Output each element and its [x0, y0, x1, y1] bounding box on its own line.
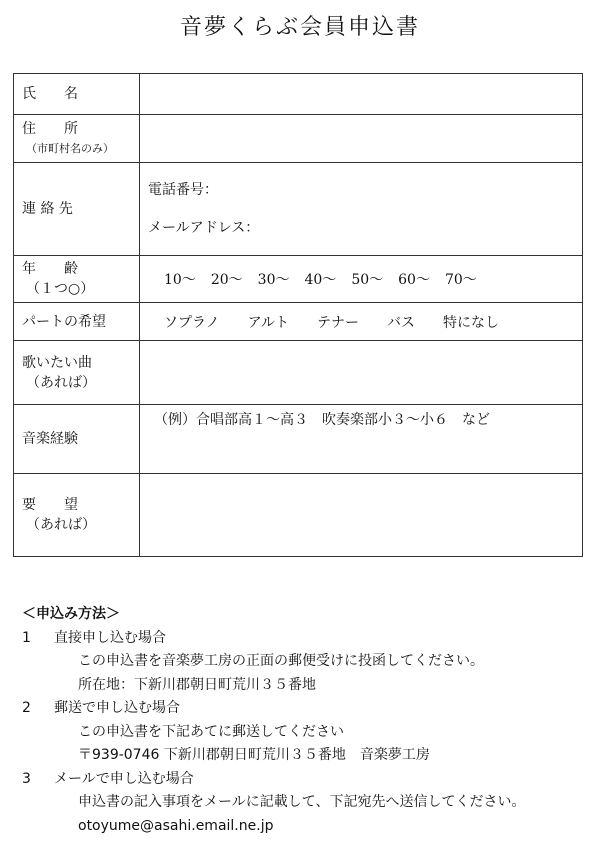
address-note: （市町村名のみ）: [26, 141, 114, 155]
song-label-cell: [14, 341, 140, 405]
request-field[interactable]: [140, 474, 583, 557]
method-heading: ＜申込み方法＞: [22, 606, 120, 622]
row-contact: [14, 163, 583, 256]
contact-field[interactable]: [140, 163, 583, 256]
page-title: 音夢くらぶ会員申込書: [179, 15, 420, 40]
experience-example: （例）合唱部高１〜高３ 吹奏楽部小３〜小６ など: [154, 412, 490, 428]
email-address-link[interactable]: otoyume@asahi.email.ne.jp: [78, 817, 274, 834]
age-option[interactable]: 70〜: [444, 272, 477, 288]
row-part: [14, 303, 583, 341]
method-number: 2: [22, 700, 31, 716]
method-line: 〒939-0746 下新川郡朝日町荒川３５番地 音楽夢工房: [78, 747, 430, 763]
method-item: [22, 768, 525, 792]
row-name: [14, 74, 583, 115]
method-item: [22, 697, 525, 721]
age-option[interactable]: 30〜: [257, 272, 290, 288]
song-label: 歌いたい曲: [22, 354, 92, 371]
experience-field[interactable]: [140, 405, 583, 474]
row-age: [14, 256, 583, 303]
age-option[interactable]: 50〜: [351, 272, 384, 288]
request-label: 要 望: [22, 497, 78, 513]
contact-label-cell: [14, 163, 140, 256]
address-label: 住 所: [22, 120, 78, 137]
experience-label-cell: [14, 405, 140, 474]
email-label: メールアドレス：: [148, 220, 260, 236]
name-label-cell: [14, 74, 140, 115]
part-option[interactable]: テナー: [317, 314, 360, 331]
age-note: （１つ○）: [26, 281, 95, 297]
method-title: メールで申し込む場合: [54, 770, 194, 787]
age-option[interactable]: 60〜: [398, 272, 430, 288]
age-options: [140, 256, 583, 303]
request-label-cell: [14, 474, 140, 557]
method-number: 3: [22, 770, 31, 787]
application-method: [22, 603, 525, 838]
method-title: 郵送で申し込む場合: [54, 700, 180, 716]
age-label-cell: [14, 256, 140, 303]
part-option[interactable]: ソプラノ: [164, 314, 220, 331]
part-option[interactable]: アルト: [247, 314, 290, 331]
part-label: パートの希望: [22, 313, 106, 330]
method-title: 直接申し込む場合: [54, 629, 166, 646]
song-note: （あれば）: [26, 374, 96, 391]
row-experience: [14, 405, 583, 474]
part-option[interactable]: バス: [387, 314, 416, 331]
experience-label: 音楽経験: [22, 431, 78, 447]
application-form: [13, 73, 583, 557]
row-address: [14, 115, 583, 163]
part-label-cell: [14, 303, 140, 341]
row-song: [14, 341, 583, 405]
method-line: この申込書を音楽夢工房の正面の郵便受けに投函してください。: [78, 653, 484, 669]
name-field[interactable]: [140, 74, 583, 115]
contact-label: 連 絡 先: [22, 201, 73, 217]
age-label: 年 齢: [22, 261, 78, 277]
address-label-cell: [14, 115, 140, 163]
method-line: 申込書の記入事項をメールに記載して、下記宛先へ送信してください。: [78, 794, 526, 810]
name-label: 氏 名: [22, 86, 78, 102]
method-item: [22, 627, 525, 651]
song-field[interactable]: [140, 341, 583, 405]
part-option[interactable]: 特になし: [443, 314, 500, 331]
row-request: [14, 474, 583, 557]
address-field[interactable]: [140, 115, 583, 163]
method-line: この申込書を下記あてに郵送してください: [78, 723, 344, 740]
method-line: 所在地：下新川郡朝日町荒川３５番地: [78, 676, 316, 693]
age-option[interactable]: 40〜: [304, 272, 337, 288]
age-option[interactable]: 10〜: [164, 272, 196, 288]
request-note: （あれば）: [26, 517, 96, 533]
phone-label: 電話番号：: [148, 182, 218, 198]
age-option[interactable]: 20〜: [210, 272, 243, 288]
part-options: [140, 303, 583, 341]
method-number: 1: [22, 629, 31, 646]
